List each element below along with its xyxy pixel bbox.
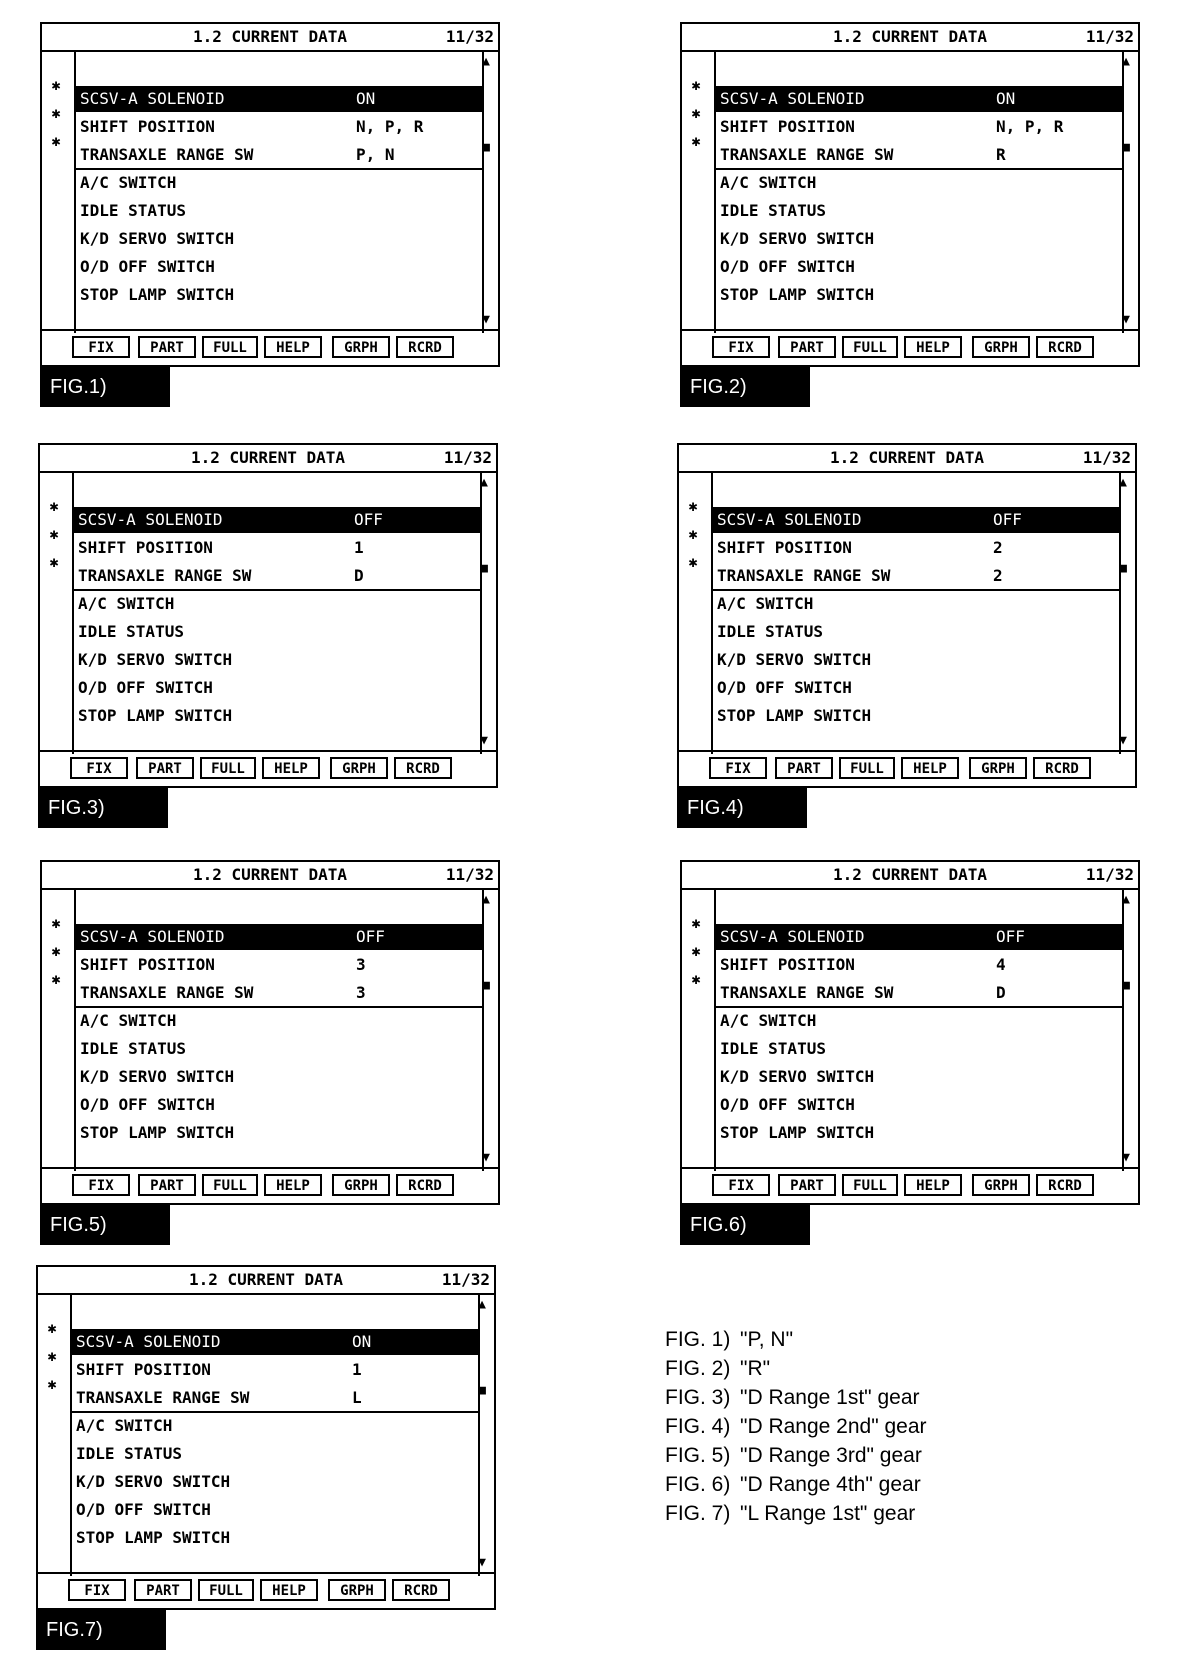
row-label: IDLE STATUS [80,1039,186,1058]
scroll-thumb-icon[interactable]: ■ [482,978,490,993]
row-divider [76,1006,482,1008]
screen-title: 1.2 CURRENT DATA [832,27,988,46]
row-divider [716,1006,1122,1008]
data-list [714,52,1124,333]
function-key-bar [42,1167,498,1203]
figure-label: FIG.5) [40,1205,170,1245]
asterisk-icon: ✱ [691,76,701,94]
data-row[interactable] [713,563,1119,589]
scanner-screen [40,860,500,1205]
row-label: SHIFT POSITION [80,117,215,136]
row-label: K/D SERVO SWITCH [720,1067,875,1086]
page-counter: 11/32 [1082,448,1131,467]
asterisk-icon: ✱ [51,104,61,122]
fkey-help-button[interactable]: HELP [262,757,320,779]
row-divider [713,589,1119,591]
caption-5: FIG. 5) "D Range 3rd" gear [665,1444,922,1467]
asterisk-icon: ✱ [47,1347,57,1365]
data-row[interactable] [716,86,1122,112]
screen-title-bar [682,862,1138,890]
row-value: OFF [993,510,1022,529]
page-counter: 11/32 [445,865,494,884]
row-value: 2 [993,566,1003,585]
row-value: ON [356,89,376,108]
asterisk-icon: ✱ [51,914,61,932]
data-row[interactable] [72,1441,478,1467]
data-row[interactable] [716,114,1122,140]
screen-title-bar [38,1267,494,1295]
data-row[interactable] [72,1329,478,1355]
data-list [711,473,1121,754]
fkey-fix-button[interactable]: FIX [72,336,130,358]
row-label: A/C SWITCH [80,173,177,192]
data-list [74,890,484,1171]
asterisk-icon: ✱ [691,970,701,988]
fkey-rcrd-button[interactable]: RCRD [1033,757,1091,779]
screen-title-bar [682,24,1138,52]
row-label: A/C SWITCH [717,594,814,613]
fkey-full-button[interactable]: FULL [842,1174,898,1196]
data-row[interactable] [76,254,482,280]
row-label: A/C SWITCH [720,173,817,192]
fkey-part-button[interactable]: PART [134,1579,192,1601]
fkey-help-button[interactable]: HELP [264,336,322,358]
row-label: IDLE STATUS [76,1444,182,1463]
data-row[interactable] [713,675,1119,701]
row-label: O/D OFF SWITCH [78,678,213,697]
row-divider [72,1411,478,1413]
row-value: D [354,566,364,585]
row-label: SHIFT POSITION [78,538,213,557]
fkey-grph-button[interactable]: GRPH [332,1174,390,1196]
data-row[interactable] [72,1413,478,1439]
scanner-screen [680,22,1140,367]
fkey-part-button[interactable]: PART [775,757,833,779]
asterisk-icon: ✱ [691,104,701,122]
scroll-up-icon[interactable]: ▲ [1119,475,1127,490]
page-counter: 11/32 [445,27,494,46]
row-value: P, N [356,145,395,164]
data-row[interactable] [74,619,480,645]
screen-title: 1.2 CURRENT DATA [190,448,346,467]
data-row[interactable] [716,1008,1122,1034]
fig-panel-1 [40,22,500,398]
asterisk-icon: ✱ [47,1319,57,1337]
data-row[interactable] [76,924,482,950]
data-row[interactable] [74,535,480,561]
caption-1: FIG. 1) "P, N" [665,1328,794,1351]
data-row[interactable] [72,1525,478,1551]
asterisk-icon: ✱ [688,525,698,543]
asterisk-icon: ✱ [691,914,701,932]
asterisk-icon: ✱ [47,1375,57,1393]
function-key-bar [40,750,496,786]
caption-7: FIG. 7) "L Range 1st" gear [665,1502,916,1525]
row-label: A/C SWITCH [720,1011,817,1030]
scroll-down-icon[interactable]: ▼ [1122,312,1130,327]
fig-panel-6 [680,860,1140,1236]
row-label: STOP LAMP SWITCH [720,1123,875,1142]
scroll-thumb-icon[interactable]: ■ [1122,140,1130,155]
row-label: SHIFT POSITION [717,538,852,557]
row-label: K/D SERVO SWITCH [76,1472,231,1491]
scroll-down-icon[interactable]: ▼ [482,1150,490,1165]
fkey-rcrd-button[interactable]: RCRD [1036,1174,1094,1196]
row-label: IDLE STATUS [80,201,186,220]
row-value: OFF [996,927,1025,946]
fig-panel-3 [38,443,498,819]
row-label: TRANSAXLE RANGE SW [720,145,894,164]
data-list [714,890,1124,1171]
asterisk-icon: ✱ [688,497,698,515]
data-row[interactable] [713,703,1119,729]
data-row[interactable] [76,226,482,252]
data-row[interactable] [76,1064,482,1090]
fkey-full-button[interactable]: FULL [198,1579,254,1601]
row-label: TRANSAXLE RANGE SW [80,145,254,164]
row-label: SCSV-A SOLENOID [78,510,223,529]
row-label: K/D SERVO SWITCH [720,229,875,248]
row-value: N, P, R [356,117,424,136]
row-label: O/D OFF SWITCH [80,1095,215,1114]
data-row[interactable] [713,591,1119,617]
row-label: K/D SERVO SWITCH [717,650,872,669]
row-value: 4 [996,955,1006,974]
scroll-up-icon[interactable]: ▲ [482,54,490,69]
scroll-thumb-icon[interactable]: ■ [1119,561,1127,576]
fkey-help-button[interactable]: HELP [901,757,959,779]
asterisk-icon: ✱ [688,553,698,571]
screen-title-bar [42,24,498,52]
scroll-up-icon[interactable]: ▲ [1122,54,1130,69]
data-row[interactable] [72,1469,478,1495]
data-row[interactable] [716,1064,1122,1090]
figure-label: FIG.3) [38,788,168,828]
fkey-rcrd-button[interactable]: RCRD [396,1174,454,1196]
row-value: 3 [356,983,366,1002]
data-row[interactable] [716,198,1122,224]
asterisk-icon: ✱ [51,942,61,960]
scroll-up-icon[interactable]: ▲ [480,475,488,490]
fkey-part-button[interactable]: PART [138,336,196,358]
row-label: SCSV-A SOLENOID [717,510,862,529]
fig-panel-5 [40,860,500,1236]
screen-title-bar [40,445,496,473]
data-row[interactable] [76,1008,482,1034]
row-value: 1 [352,1360,362,1379]
data-list [74,52,484,333]
row-label: O/D OFF SWITCH [720,257,855,276]
data-row[interactable] [74,591,480,617]
row-label: O/D OFF SWITCH [717,678,852,697]
row-label: STOP LAMP SWITCH [717,706,872,725]
row-value: D [996,983,1006,1002]
scanner-screen [680,860,1140,1205]
screen-title: 1.2 CURRENT DATA [829,448,985,467]
data-row[interactable] [716,952,1122,978]
data-row[interactable] [72,1357,478,1383]
fkey-full-button[interactable]: FULL [842,336,898,358]
row-label: STOP LAMP SWITCH [78,706,233,725]
data-row[interactable] [76,1092,482,1118]
row-divider [716,168,1122,170]
row-label: K/D SERVO SWITCH [80,229,235,248]
fkey-help-button[interactable]: HELP [904,1174,962,1196]
row-value: R [996,145,1006,164]
data-row[interactable] [74,675,480,701]
figure-label: FIG.1) [40,367,170,407]
scanner-screen [40,22,500,367]
data-row[interactable] [74,507,480,533]
screen-title-bar [42,862,498,890]
function-key-bar [682,1167,1138,1203]
data-row[interactable] [713,647,1119,673]
scroll-up-icon[interactable]: ▲ [482,892,490,907]
scroll-down-icon[interactable]: ▼ [480,733,488,748]
row-value: L [352,1388,362,1407]
row-label: IDLE STATUS [717,622,823,641]
figure-label: FIG.7) [36,1610,166,1650]
screen-title: 1.2 CURRENT DATA [192,865,348,884]
data-row[interactable] [76,1120,482,1146]
data-row[interactable] [76,86,482,112]
asterisk-icon: ✱ [49,553,59,571]
row-label: TRANSAXLE RANGE SW [76,1388,250,1407]
fkey-part-button[interactable]: PART [138,1174,196,1196]
fkey-full-button[interactable]: FULL [202,336,258,358]
row-value: ON [352,1332,372,1351]
data-row[interactable] [716,170,1122,196]
fkey-grph-button[interactable]: GRPH [332,336,390,358]
data-row[interactable] [716,980,1122,1006]
row-label: STOP LAMP SWITCH [80,1123,235,1142]
scroll-thumb-icon[interactable]: ■ [478,1383,486,1398]
asterisk-icon: ✱ [51,76,61,94]
row-label: SHIFT POSITION [76,1360,211,1379]
fkey-rcrd-button[interactable]: RCRD [396,336,454,358]
data-row[interactable] [713,507,1119,533]
fig-panel-4 [677,443,1137,819]
data-row[interactable] [716,254,1122,280]
row-value: 1 [354,538,364,557]
function-key-bar [682,329,1138,365]
figure-label: FIG.6) [680,1205,810,1245]
fkey-fix-button[interactable]: FIX [712,1174,770,1196]
figure-label: FIG.2) [680,367,810,407]
row-label: SCSV-A SOLENOID [720,927,865,946]
row-label: IDLE STATUS [720,1039,826,1058]
data-row[interactable] [713,535,1119,561]
data-row[interactable] [716,1120,1122,1146]
data-row[interactable] [74,563,480,589]
scroll-up-icon[interactable]: ▲ [1122,892,1130,907]
row-label: O/D OFF SWITCH [720,1095,855,1114]
fkey-grph-button[interactable]: GRPH [969,757,1027,779]
asterisk-icon: ✱ [49,525,59,543]
function-key-bar [42,329,498,365]
data-row[interactable] [76,980,482,1006]
scanner-screen [677,443,1137,788]
row-label: TRANSAXLE RANGE SW [720,983,894,1002]
scroll-up-icon[interactable]: ▲ [478,1297,486,1312]
fkey-full-button[interactable]: FULL [839,757,895,779]
row-value: OFF [354,510,383,529]
fkey-full-button[interactable]: FULL [200,757,256,779]
row-label: TRANSAXLE RANGE SW [80,983,254,1002]
asterisk-icon: ✱ [691,132,701,150]
row-label: SHIFT POSITION [720,955,855,974]
fig-panel-7 [36,1265,496,1641]
caption-4: FIG. 4) "D Range 2nd" gear [665,1415,927,1438]
fkey-part-button[interactable]: PART [136,757,194,779]
row-label: IDLE STATUS [78,622,184,641]
row-label: K/D SERVO SWITCH [78,650,233,669]
row-label: SCSV-A SOLENOID [76,1332,221,1351]
data-row[interactable] [76,198,482,224]
data-row[interactable] [72,1497,478,1523]
fkey-rcrd-button[interactable]: RCRD [394,757,452,779]
data-row[interactable] [76,1036,482,1062]
row-label: STOP LAMP SWITCH [80,285,235,304]
fkey-grph-button[interactable]: GRPH [330,757,388,779]
row-label: SCSV-A SOLENOID [80,927,225,946]
row-label: SCSV-A SOLENOID [720,89,865,108]
fig-panel-2 [680,22,1140,398]
asterisk-icon: ✱ [51,132,61,150]
fkey-grph-button[interactable]: GRPH [328,1579,386,1601]
fkey-help-button[interactable]: HELP [260,1579,318,1601]
asterisk-icon: ✱ [51,970,61,988]
row-label: A/C SWITCH [80,1011,177,1030]
data-row[interactable] [76,142,482,168]
data-row[interactable] [716,924,1122,950]
row-label: SHIFT POSITION [720,117,855,136]
fkey-fix-button[interactable]: FIX [72,1174,130,1196]
row-label: O/D OFF SWITCH [76,1500,211,1519]
row-value: 2 [993,538,1003,557]
fkey-help-button[interactable]: HELP [264,1174,322,1196]
fkey-grph-button[interactable]: GRPH [972,336,1030,358]
screen-title: 1.2 CURRENT DATA [192,27,348,46]
scroll-thumb-icon[interactable]: ■ [480,561,488,576]
row-label: STOP LAMP SWITCH [76,1528,231,1547]
row-label: TRANSAXLE RANGE SW [717,566,891,585]
data-row[interactable] [74,703,480,729]
row-label: O/D OFF SWITCH [80,257,215,276]
data-row[interactable] [713,619,1119,645]
scroll-down-icon[interactable]: ▼ [1119,733,1127,748]
row-label: STOP LAMP SWITCH [720,285,875,304]
fkey-full-button[interactable]: FULL [202,1174,258,1196]
figure-captions [665,1325,927,1528]
row-value: ON [996,89,1016,108]
data-row[interactable] [716,142,1122,168]
row-divider [74,589,480,591]
data-row[interactable] [76,170,482,196]
fkey-fix-button[interactable]: FIX [712,336,770,358]
page-counter: 11/32 [1085,27,1134,46]
fkey-rcrd-button[interactable]: RCRD [392,1579,450,1601]
row-label: SCSV-A SOLENOID [80,89,225,108]
scroll-thumb-icon[interactable]: ■ [1122,978,1130,993]
fkey-fix-button[interactable]: FIX [70,757,128,779]
row-label: TRANSAXLE RANGE SW [78,566,252,585]
page-counter: 11/32 [441,1270,490,1289]
fkey-help-button[interactable]: HELP [904,336,962,358]
fkey-grph-button[interactable]: GRPH [972,1174,1030,1196]
fkey-fix-button[interactable]: FIX [709,757,767,779]
scroll-down-icon[interactable]: ▼ [482,312,490,327]
row-label: SHIFT POSITION [80,955,215,974]
row-value: OFF [356,927,385,946]
function-key-bar [679,750,1135,786]
page-counter: 11/32 [443,448,492,467]
fkey-part-button[interactable]: PART [778,336,836,358]
data-row[interactable] [716,1092,1122,1118]
screen-title-bar [679,445,1135,473]
row-value: 3 [356,955,366,974]
fkey-rcrd-button[interactable]: RCRD [1036,336,1094,358]
row-label: K/D SERVO SWITCH [80,1067,235,1086]
row-divider [76,168,482,170]
row-label: IDLE STATUS [720,201,826,220]
caption-2: FIG. 2) "R" [665,1357,771,1380]
row-label: A/C SWITCH [78,594,175,613]
row-value: N, P, R [996,117,1064,136]
asterisk-icon: ✱ [49,497,59,515]
fkey-fix-button[interactable]: FIX [68,1579,126,1601]
data-row[interactable] [72,1385,478,1411]
row-label: A/C SWITCH [76,1416,173,1435]
screen-title: 1.2 CURRENT DATA [188,1270,344,1289]
function-key-bar [38,1572,494,1608]
scroll-thumb-icon[interactable]: ■ [482,140,490,155]
scroll-down-icon[interactable]: ▼ [478,1555,486,1570]
data-row[interactable] [76,952,482,978]
page-counter: 11/32 [1085,865,1134,884]
scroll-down-icon[interactable]: ▼ [1122,1150,1130,1165]
data-row[interactable] [74,647,480,673]
scanner-screen [36,1265,496,1610]
data-row[interactable] [716,226,1122,252]
screen-title: 1.2 CURRENT DATA [832,865,988,884]
asterisk-icon: ✱ [691,942,701,960]
fkey-part-button[interactable]: PART [778,1174,836,1196]
figure-label: FIG.4) [677,788,807,828]
data-row[interactable] [76,282,482,308]
caption-3: FIG. 3) "D Range 1st" gear [665,1386,920,1409]
data-list [70,1295,480,1576]
scanner-screen [38,443,498,788]
caption-6: FIG. 6) "D Range 4th" gear [665,1473,921,1496]
data-row[interactable] [716,282,1122,308]
data-row[interactable] [76,114,482,140]
data-row[interactable] [716,1036,1122,1062]
data-list [72,473,482,754]
